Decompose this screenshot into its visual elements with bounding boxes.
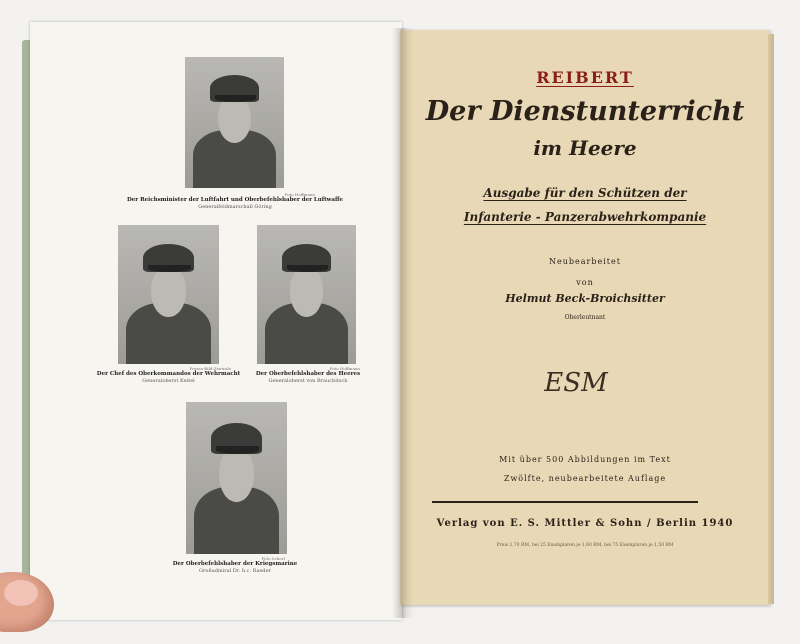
reviser-name: Helmut Beck-Broichsitter bbox=[505, 292, 665, 305]
publisher-line: Verlag von E. S. Mittler & Sohn / Berlin 1940 bbox=[436, 518, 734, 529]
revised-label: Neubearbeitet bbox=[549, 257, 621, 266]
caption-title: Der Chef des Oberkommandos der Wehrmacht bbox=[96, 371, 241, 377]
subtitle-line-2 bbox=[400, 210, 770, 224]
thumbnail-nail bbox=[4, 580, 38, 606]
title-line-1: Der Dienstunterricht bbox=[425, 96, 745, 127]
portrait-caption-3 bbox=[238, 366, 378, 384]
portrait-caption-4 bbox=[130, 556, 340, 574]
subtitle-line-1-text: Ausgabe für den Schützen der bbox=[483, 186, 687, 200]
subtitle-line-2-text: Infanterie - Panzerabwehrkompanie bbox=[463, 210, 707, 224]
caption-name: Generaloberst von Brauchitsch bbox=[268, 377, 348, 384]
caption-title: Der Oberbefehlshaber der Kriegsmarine bbox=[172, 561, 298, 567]
photo-credit: Foto Scherl bbox=[261, 556, 285, 561]
portrait-caption-2 bbox=[86, 366, 251, 384]
divider-rule bbox=[432, 501, 698, 503]
publisher-monogram: ESM bbox=[544, 368, 608, 398]
caption-name: Generaloberst Keitel bbox=[142, 377, 195, 384]
photo-credit: Presse-Bild-Zentrale bbox=[189, 366, 231, 371]
reviser-rank: Oberleutnant bbox=[564, 314, 606, 321]
photo-credit: Foto Hoffmann bbox=[329, 366, 360, 371]
photo-credit: Foto Hoffmann bbox=[284, 192, 315, 197]
portrait-photo-1 bbox=[185, 57, 284, 188]
by-label: von bbox=[576, 278, 594, 287]
price-line: Preis 1,70 RM, bei 25 Exemplaren je 1,60 RM, bei 75 Exemplaren je 1,50 RM bbox=[496, 543, 674, 548]
caption-name: Generalfeldmarschall Göring bbox=[198, 203, 272, 210]
author-header: REIBERT bbox=[536, 68, 634, 87]
subtitle-line-1 bbox=[400, 186, 770, 200]
title-line-2: im Heere bbox=[533, 136, 637, 160]
caption-title: Der Reichsminister der Luftfahrt und Oberbefehlshaber der Luftwaffe bbox=[127, 197, 343, 203]
edition-note: Zwölfte, neubearbeitete Auflage bbox=[503, 474, 667, 483]
portrait-caption-1 bbox=[110, 192, 360, 210]
illustrations-note: Mit über 500 Abbildungen im Text bbox=[499, 455, 671, 464]
portrait-photo-2 bbox=[118, 225, 219, 364]
caption-title: Der Oberbefehlshaber des Heeres bbox=[255, 371, 361, 377]
portrait-photo-3 bbox=[257, 225, 356, 364]
caption-name: Großadmiral Dr. h.c. Raeder bbox=[198, 567, 271, 574]
portrait-photo-4 bbox=[186, 402, 287, 554]
